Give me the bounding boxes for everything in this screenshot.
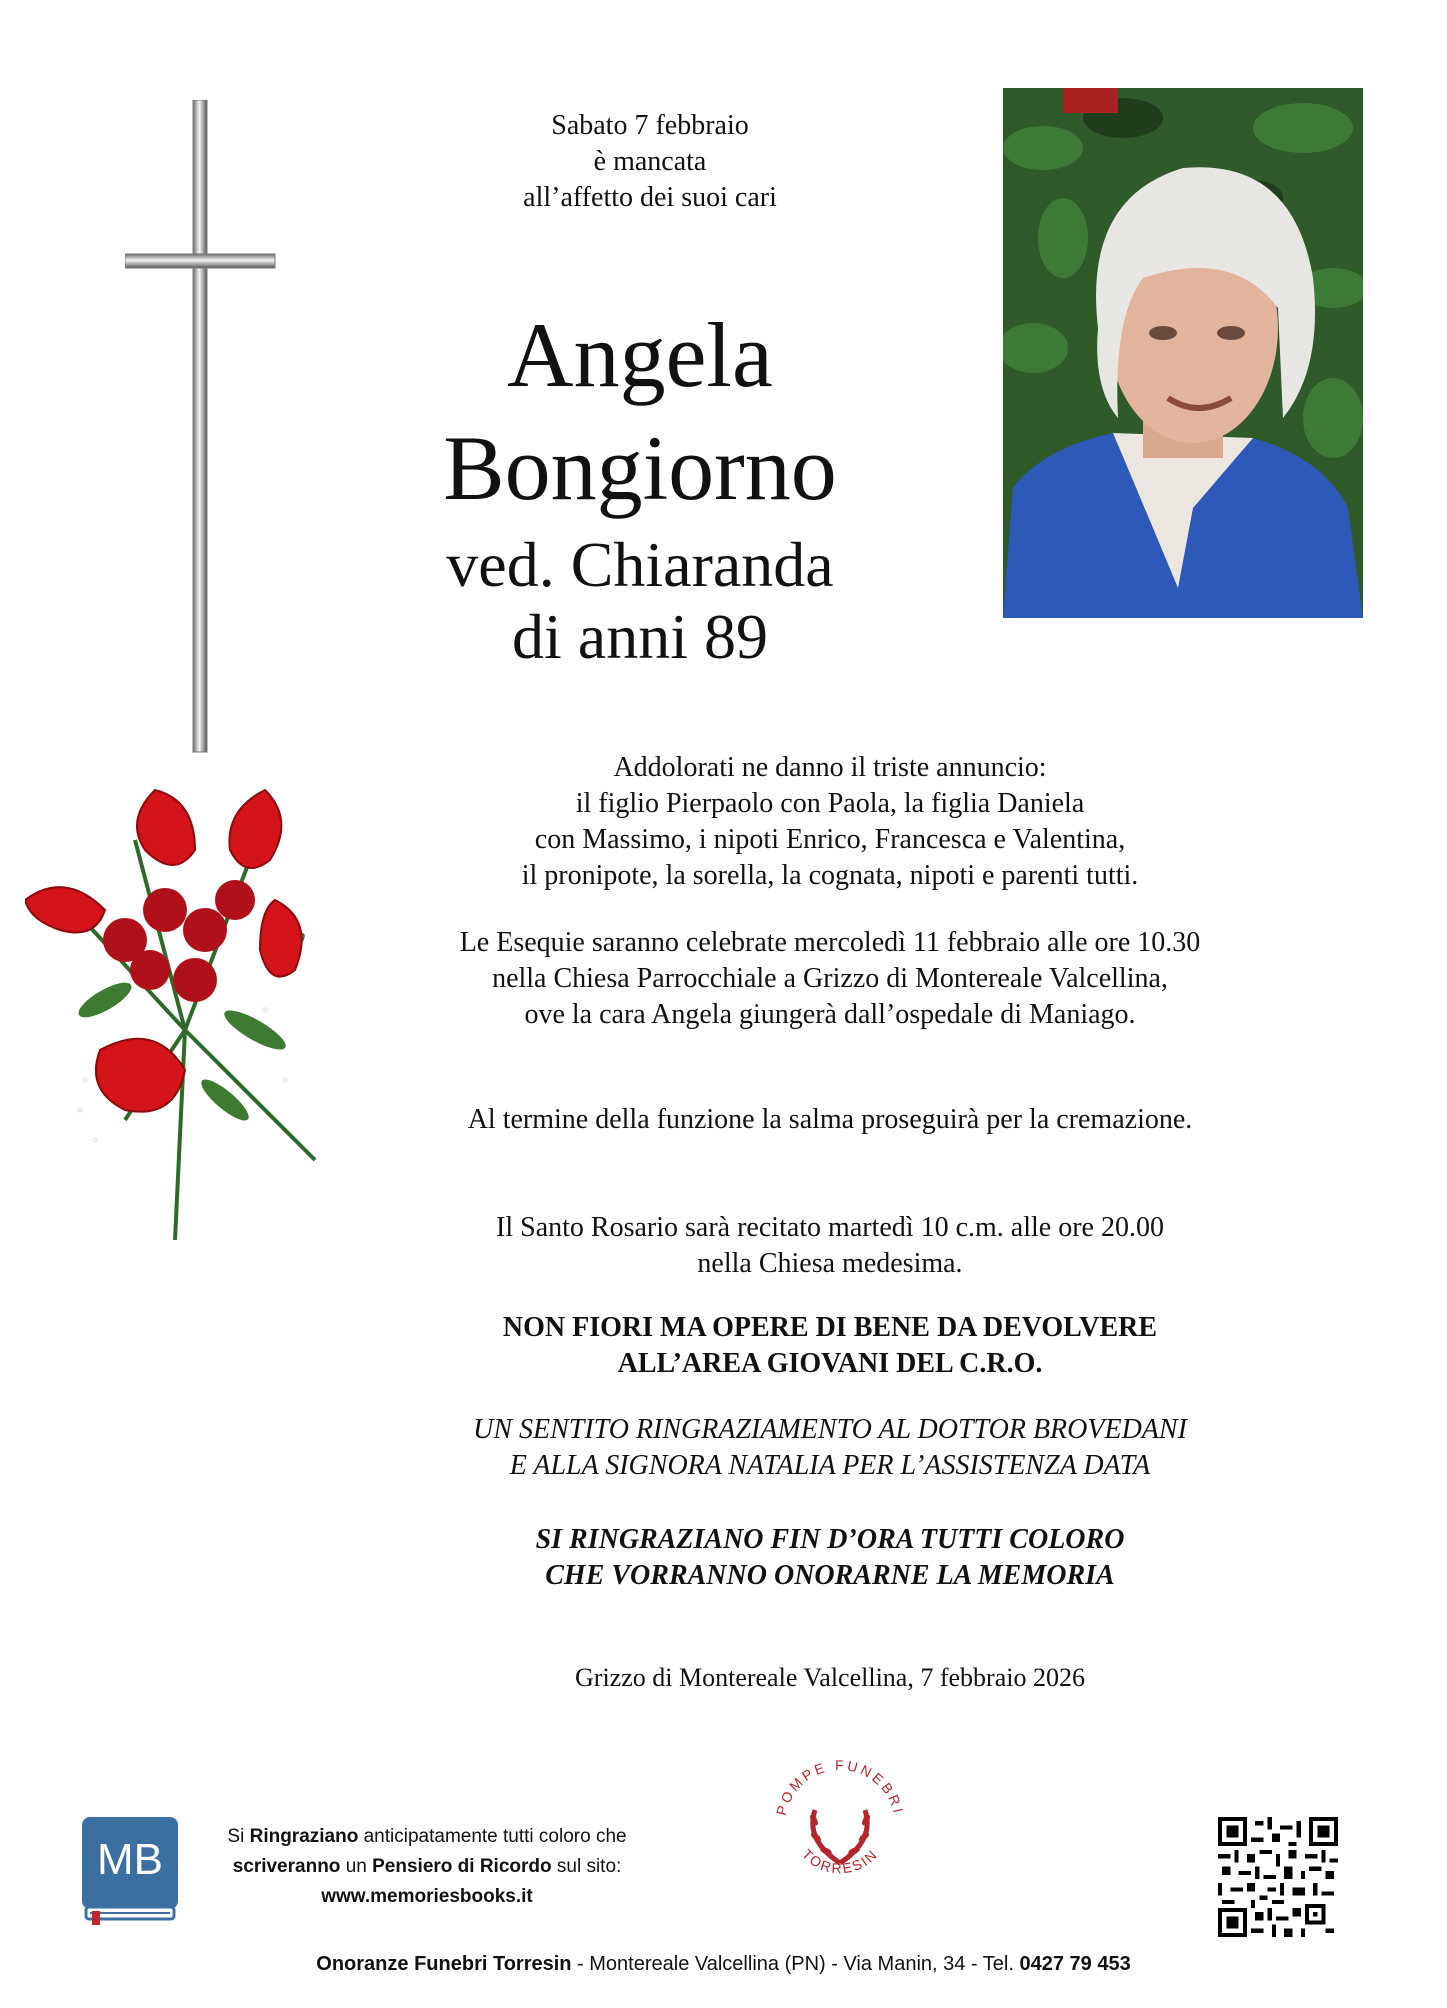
thanks-all-line: CHE VORRANNO ONORARNE LA MEMORIA (545, 1560, 1115, 1591)
funeral-line: Le Esequie saranno celebrate mercoledì 11 febbraio alle ore 10.30 (459, 927, 1201, 958)
intro-line-1: Sabato 7 febbraio (551, 110, 749, 141)
seal-bottom-text: TORRESIN (799, 1845, 882, 1877)
thanks-doctor-block (330, 1412, 1330, 1484)
announcement-line: il figlio Pierpaolo con Paola, la figlia Daniela (575, 788, 1085, 819)
cross-icon (125, 100, 280, 760)
announcement-line: il pronipote, la sorella, la cognata, nipoti e parenti tutti. (521, 860, 1139, 891)
rosary-line: nella Chiesa medesima. (697, 1248, 963, 1279)
intro-text (440, 108, 860, 216)
thanks-text-bold: Pensiero di Ricordo (372, 1856, 552, 1877)
no-flowers-line: ALL’AREA GIOVANI DEL C.R.O. (617, 1348, 1043, 1379)
no-flowers-block (330, 1310, 1330, 1382)
no-flowers-line: NON FIORI MA OPERE DI BENE DA DEVOLVERE (502, 1312, 1158, 1343)
funeral-block (330, 925, 1330, 1033)
mb-logo-text: MB (97, 1835, 163, 1884)
funeral-line: ove la cara Angela giungerà dall’ospedale di Maniago. (524, 999, 1136, 1030)
thanks-all-line: SI RINGRAZIANO FIN D’ORA TUTTI COLORO (535, 1524, 1125, 1555)
thanks-doctor-line: UN SENTITO RINGRAZIAMENTO AL DOTTOR BROVEDANI (473, 1414, 1187, 1445)
memoriesbooks-logo (80, 1815, 180, 1925)
seal-top-text: POMPE FUNEBRI (772, 1756, 908, 1818)
announcement-line: Addolorati ne danno il triste annuncio: (613, 752, 1047, 783)
rosary-line: Il Santo Rosario sarà recitato martedì 10 c.m. alle ore 20.00 (496, 1212, 1164, 1243)
company-address: - Montereale Valcellina (PN) - Via Manin, 34 - Tel. (571, 1953, 1020, 1975)
memories-thanks-text (217, 1822, 637, 1912)
rosary-block (330, 1210, 1330, 1282)
company-phone[interactable]: 0427 79 453 (1019, 1953, 1131, 1975)
thanks-text: Si (227, 1826, 250, 1847)
svg-text:POMPE FUNEBRI (773, 1757, 907, 1817)
thanks-all-block (330, 1522, 1330, 1594)
thanks-text-bold: Ringraziano (249, 1826, 359, 1847)
qr-code[interactable] (1218, 1817, 1338, 1937)
memories-url-link[interactable]: www.memoriesbooks.it (321, 1886, 533, 1907)
widow-of: ved. Chiaranda (446, 529, 834, 600)
footer-contact (0, 1953, 1447, 1976)
first-name: Angela (507, 304, 773, 406)
intro-line-2: è mancata (593, 146, 707, 177)
company-name: Onoranze Funebri Torresin (316, 1953, 572, 1975)
thanks-text: anticipatamente tutti coloro che (358, 1826, 627, 1847)
thanks-text-bold: scriveranno (232, 1856, 341, 1877)
svg-text:TORRESIN (799, 1846, 881, 1877)
intro-line-3: all’affetto dei suoi cari (523, 182, 777, 213)
thanks-doctor-line: E ALLA SIGNORA NATALIA PER L’ASSISTENZA DATA (509, 1450, 1151, 1481)
flower-bouquet-image (25, 780, 345, 1240)
cremation-line: Al termine della funzione la salma proseguirà per la cremazione. (467, 1104, 1193, 1135)
thanks-text: un (340, 1856, 373, 1877)
age: di anni 89 (512, 601, 768, 672)
place-date: Grizzo di Montereale Valcellina, 7 febbraio 2026 (575, 1663, 1085, 1692)
portrait-photo (1003, 88, 1363, 618)
pompe-funebri-seal (760, 1745, 920, 1895)
funeral-line: nella Chiesa Parrocchiale a Grizzo di Montereale Valcellina, (492, 963, 1168, 994)
announcement-line: con Massimo, i nipoti Enrico, Francesca e Valentina, (534, 824, 1126, 855)
thanks-text: sul sito: (551, 1856, 622, 1877)
announcement-block (330, 750, 1330, 894)
last-name: Bongiorno (443, 417, 837, 519)
